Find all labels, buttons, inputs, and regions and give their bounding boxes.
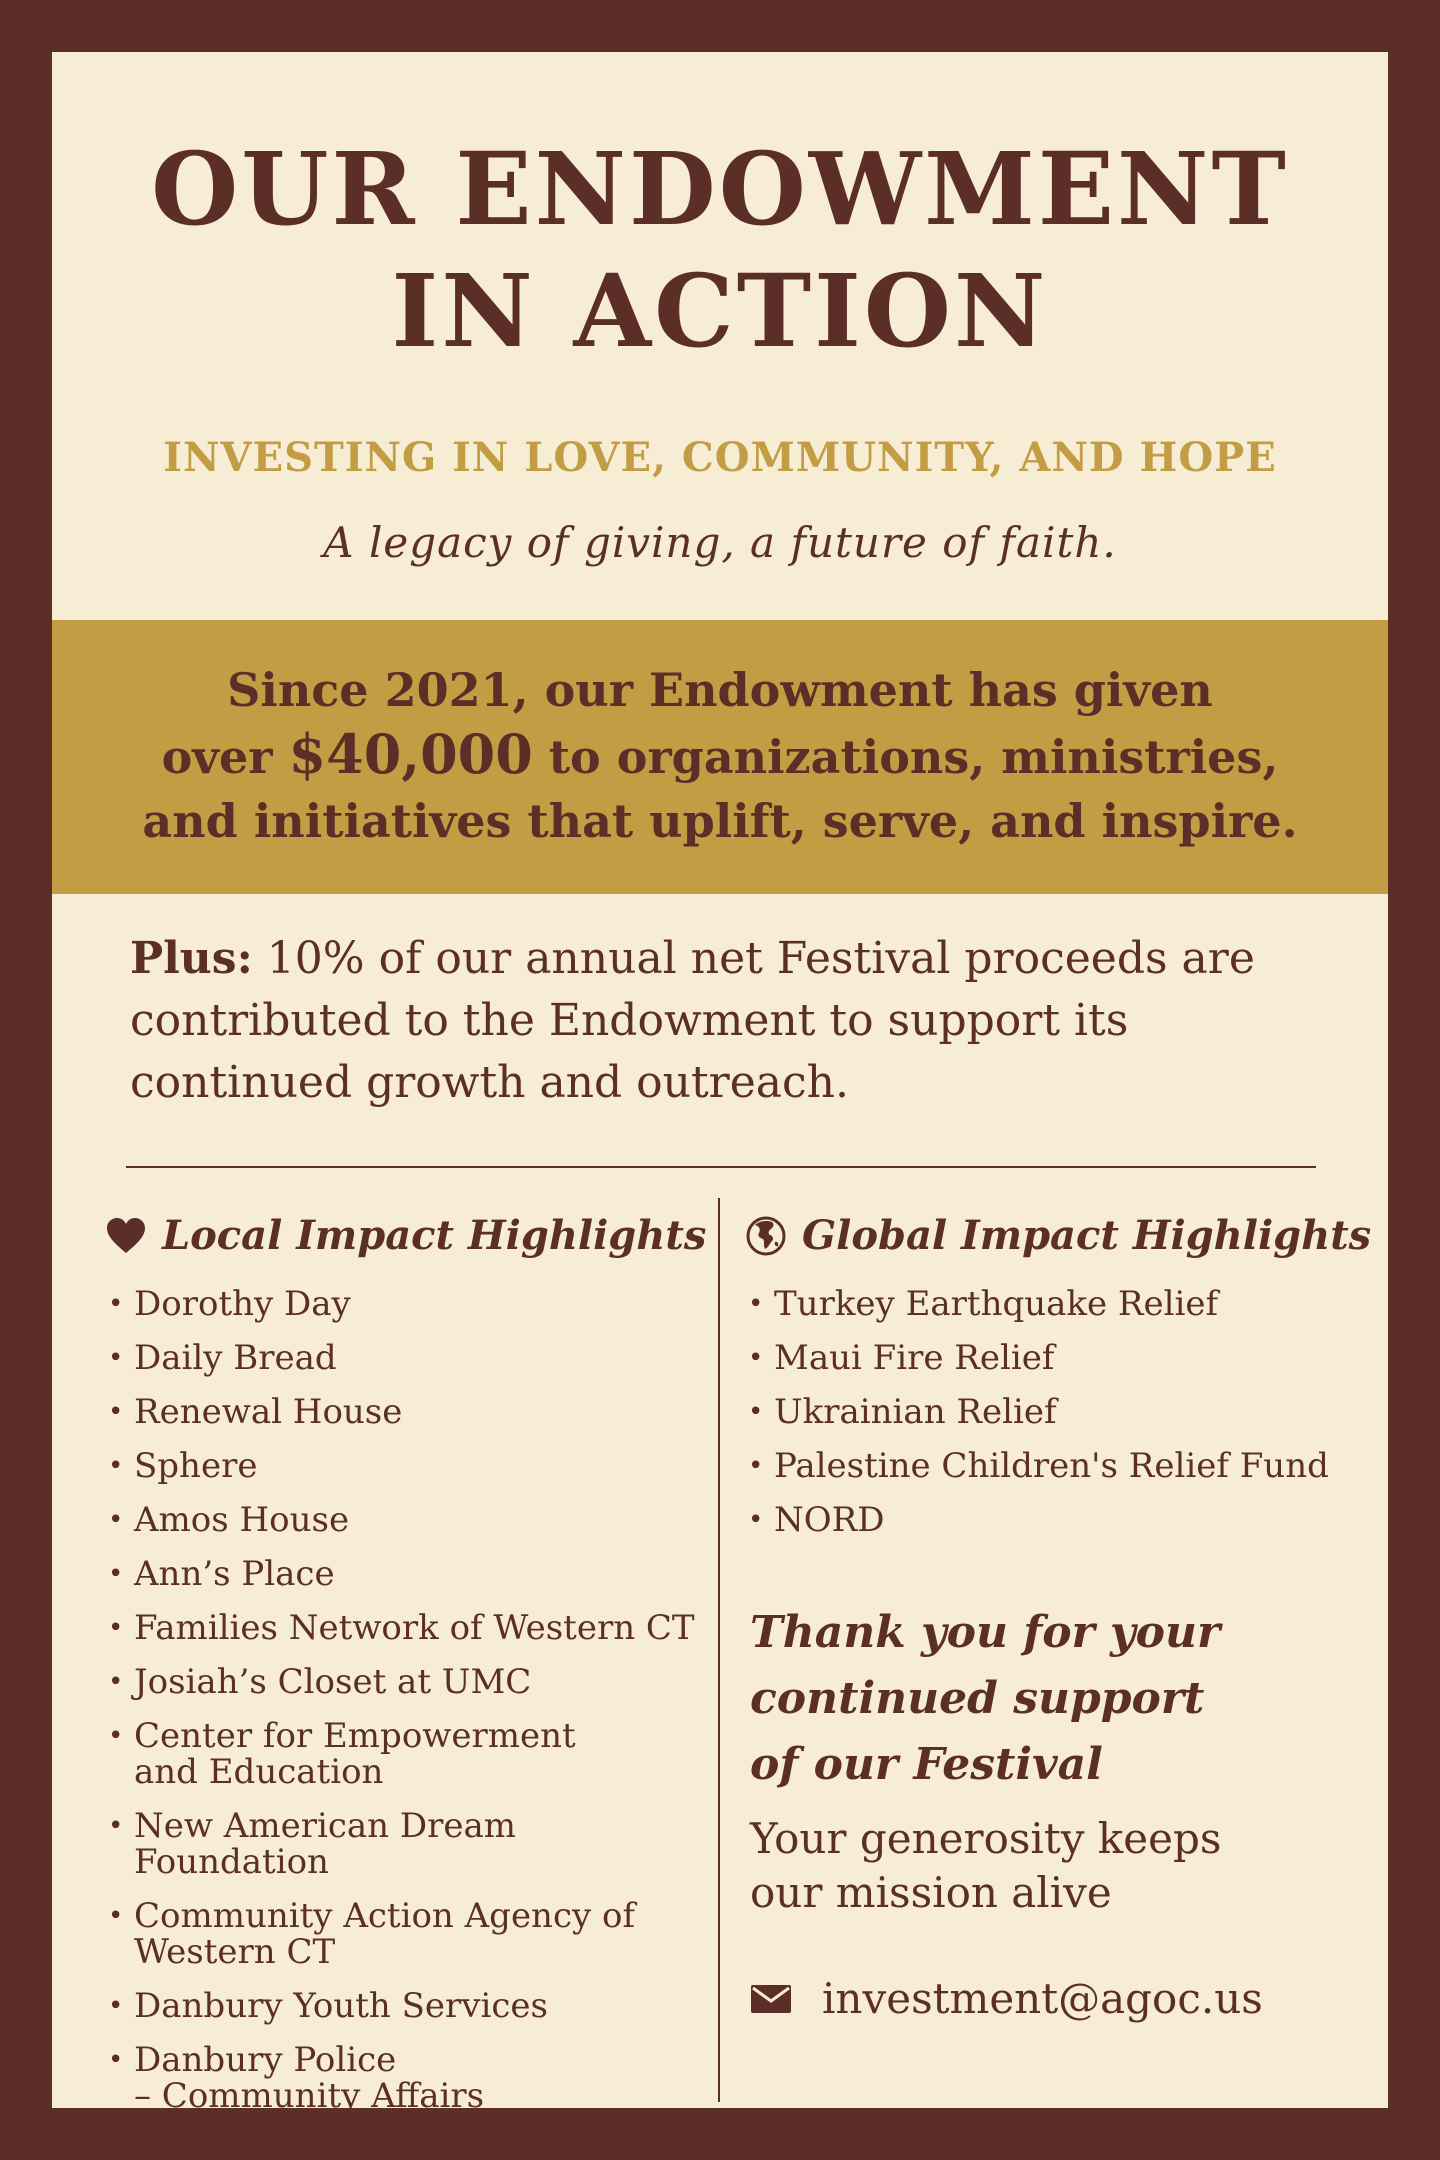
thanks-line-3: of our Festival: [750, 1739, 1103, 1790]
subtitle: INVESTING IN LOVE, COMMUNITY, AND HOPE: [163, 434, 1277, 481]
thanks-line-1: Thank you for your: [750, 1607, 1221, 1658]
list-item: • Renewal House: [108, 1394, 718, 1430]
giving-line-1: Since 2021, our Endowment has given: [227, 663, 1213, 717]
title-line-1: OUR ENDOWMENT: [151, 130, 1289, 248]
local-impact-list: [108, 1286, 718, 2132]
heart-icon: [106, 1218, 146, 1254]
envelope-icon: [750, 1984, 792, 2014]
list-item: • Maui Fire Relief: [748, 1340, 1368, 1376]
thank-you-message: [750, 1600, 1370, 1798]
list-item: • Daily Bread: [108, 1340, 718, 1376]
local-impact-heading: [106, 1212, 706, 1259]
global-impact-heading: [746, 1212, 1371, 1259]
list-item: • Center for Empowerment and Education: [108, 1718, 718, 1790]
horizontal-divider: [126, 1166, 1316, 1168]
plus-line-2: contributed to the Endowment to support its: [130, 995, 1129, 1046]
generosity-line-2: our mission alive: [750, 1868, 1112, 1917]
page-title: [52, 128, 1388, 372]
giving-statement: [52, 658, 1388, 853]
title-line-2: IN ACTION: [391, 252, 1049, 370]
thanks-line-2: continued support: [750, 1673, 1205, 1724]
giving-line-2-prefix: over: [161, 730, 289, 784]
list-item: • Josiah’s Closet at UMC: [108, 1664, 718, 1700]
contact-email[interactable]: [750, 1974, 1263, 2023]
plus-note: [130, 928, 1330, 1114]
list-item: • Families Network of Western CT: [108, 1610, 718, 1646]
list-item: • Danbury Police – Community Affairs: [108, 2042, 718, 2114]
generosity-message: [750, 1812, 1370, 1920]
list-item: • Dorothy Day: [108, 1286, 718, 1322]
contact-email-link[interactable]: investment@agoc.us: [822, 1974, 1263, 2023]
list-item: • Ann’s Place: [108, 1556, 718, 1592]
giving-line-3: and initiatives that uplift, serve, and inspire.: [142, 794, 1298, 848]
giving-line-2: [52, 722, 1388, 789]
list-item: • Palestine Children's Relief Fund: [748, 1448, 1368, 1484]
list-item: • Ukrainian Relief: [748, 1394, 1368, 1430]
giving-amount: $40,000: [288, 722, 533, 786]
list-item: • Danbury Youth Services: [108, 1988, 718, 2024]
list-item: • New American Dream Foundation: [108, 1808, 718, 1880]
plus-line-3: continued growth and outreach.: [130, 1057, 849, 1108]
list-item: • Community Action Agency of Western CT: [108, 1898, 718, 1970]
giving-line-2-suffix: to organizations, ministries,: [532, 730, 1279, 784]
list-item: • Sphere: [108, 1448, 718, 1484]
tagline: A legacy of giving, a future of faith.: [323, 518, 1117, 567]
generosity-line-1: Your generosity keeps: [750, 1814, 1222, 1863]
local-impact-heading-text: Local Impact Highlights: [162, 1212, 707, 1259]
globe-icon: [746, 1216, 786, 1256]
global-impact-heading-text: Global Impact Highlights: [802, 1212, 1372, 1259]
list-item: • NORD: [748, 1502, 1368, 1538]
giving-banner: [52, 620, 1388, 894]
global-impact-list: [748, 1286, 1368, 1556]
plus-line-1-text: 10% of our annual net Festival proceeds are: [252, 933, 1255, 984]
list-item: • Turkey Earthquake Relief: [748, 1286, 1368, 1322]
poster-frame: [52, 52, 1388, 2116]
list-item: • Amos House: [108, 1502, 718, 1538]
plus-label: Plus:: [130, 933, 253, 984]
plus-line-1: [130, 928, 1330, 990]
column-divider: [718, 1198, 720, 2102]
